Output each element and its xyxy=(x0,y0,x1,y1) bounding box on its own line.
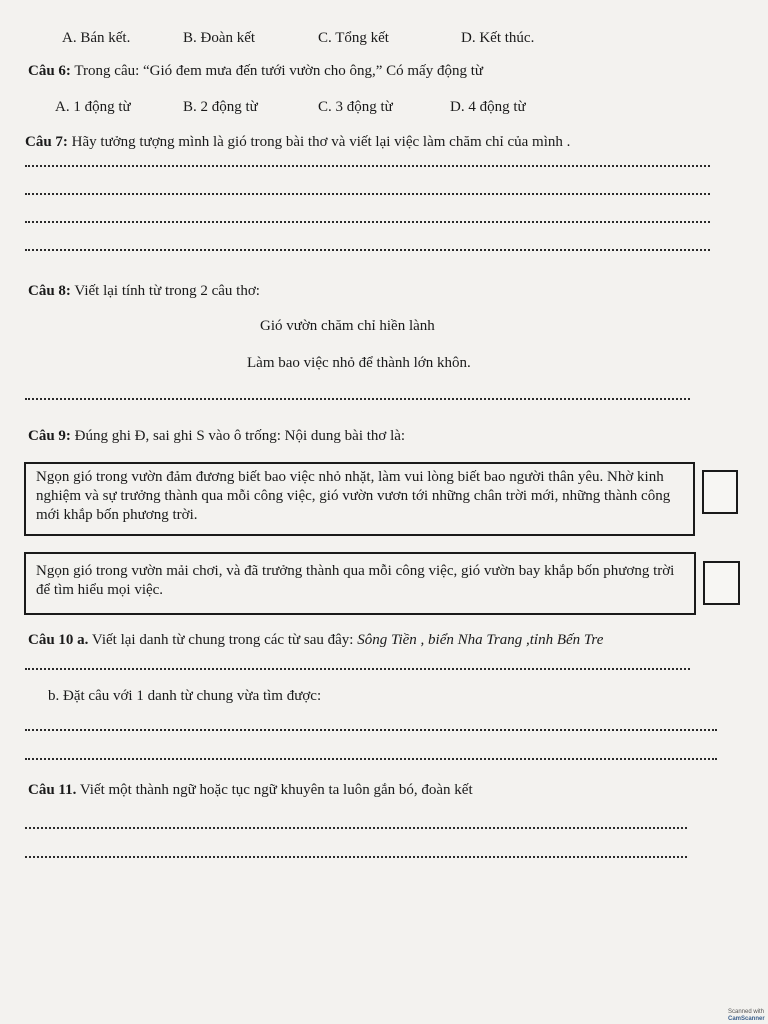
q9-statement-2-box xyxy=(24,552,696,615)
q10b-prompt xyxy=(48,688,321,705)
q10a-answer-line[interactable] xyxy=(25,668,690,670)
q7-text: Hãy tưởng tượng mình là gió trong bài thơ và viết lại việc làm chăm chỉ của mình . xyxy=(71,134,571,150)
q6-option-d: D. 4 động từ xyxy=(450,99,526,115)
q7-prompt xyxy=(25,134,570,151)
q8-poem-line-1: Gió vườn chăm chỉ hiền lành xyxy=(260,318,435,334)
q11-text: Viết một thành ngữ hoặc tục ngữ khuyên ta luôn gắn bó, đoàn kết xyxy=(79,782,473,798)
q6-option-a: A. 1 động từ xyxy=(55,99,131,115)
q5-option-a: A. Bán kết. xyxy=(62,30,131,46)
q10b-answer-line-1[interactable] xyxy=(25,729,717,731)
camscanner-watermark xyxy=(728,1009,765,1023)
q10-text: Viết lại danh từ chung trong các từ sau đây: xyxy=(91,632,354,648)
q9-statement-1-box xyxy=(24,462,695,536)
q9-prompt xyxy=(28,428,405,445)
q5-option-c: C. Tổng kết xyxy=(318,30,389,46)
q6-option-b: B. 2 động từ xyxy=(183,99,258,115)
q7-answer-line-3[interactable] xyxy=(25,221,710,223)
q10-words: Sông Tiền , biển Nha Trang ,tỉnh Bến Tre xyxy=(357,632,604,648)
q8-text: Viết lại tính từ trong 2 câu thơ: xyxy=(74,283,260,299)
q11-label: Câu 11. xyxy=(28,782,77,798)
q6-label: Câu 6: xyxy=(28,63,71,79)
q5-option-b: B. Đoàn kết xyxy=(183,30,256,46)
q10-prompt xyxy=(28,632,603,649)
q11-answer-line-2[interactable] xyxy=(25,856,687,858)
q10b-answer-line-2[interactable] xyxy=(25,758,717,760)
scanner-line-2: CamScanner xyxy=(728,1016,765,1022)
scanner-line-1: Scanned with xyxy=(728,1009,765,1015)
q8-poem-line-2: Làm bao việc nhỏ để thành lớn khôn. xyxy=(247,355,471,371)
q10b-label: b. xyxy=(48,688,60,704)
q8-prompt xyxy=(28,283,260,300)
q11-answer-line-1[interactable] xyxy=(25,827,687,829)
q9-answer-box-1[interactable] xyxy=(702,470,738,514)
q6-text: Trong câu: “Gió đem mưa đến tưới vườn cho ông,” Có mấy động từ xyxy=(74,63,484,79)
q7-answer-line-4[interactable] xyxy=(25,249,710,251)
q7-answer-line-2[interactable] xyxy=(25,193,710,195)
q9-text: Đúng ghi Đ, sai ghi S vào ô trống: Nội dung bài thơ là: xyxy=(74,428,406,444)
q7-answer-line-1[interactable] xyxy=(25,165,710,167)
q10b-text: Đặt câu với 1 danh từ chung vừa tìm được: xyxy=(63,688,322,704)
q8-label: Câu 8: xyxy=(28,283,71,299)
q7-label: Câu 7: xyxy=(25,134,68,150)
q9-answer-box-2[interactable] xyxy=(703,561,740,605)
q11-prompt xyxy=(28,782,473,799)
q6-prompt xyxy=(28,63,483,80)
q5-option-d: D. Kết thúc. xyxy=(461,30,535,46)
q8-answer-line[interactable] xyxy=(25,398,690,400)
q9-label: Câu 9: xyxy=(28,428,71,444)
q9-statement-1: Ngọn gió trong vườn đảm đương biết bao việc nhỏ nhặt, làm vui lòng biết bao người thân yêu. Nhờ kinh nghiệm và sự trưởng thành qua mỗi công việc, gió vườn vươn tới những chân trời mới, những thành công mới khắp bốn phương trời. xyxy=(36,469,671,523)
q10-label: Câu 10 a. xyxy=(28,632,89,648)
q6-option-c: C. 3 động từ xyxy=(318,99,393,115)
q9-statement-2: Ngọn gió trong vườn mải chơi, và đã trưởng thành qua mỗi công việc, gió vườn bay khắp bốn phương trời để tìm hiểu mọi việc. xyxy=(36,563,675,598)
